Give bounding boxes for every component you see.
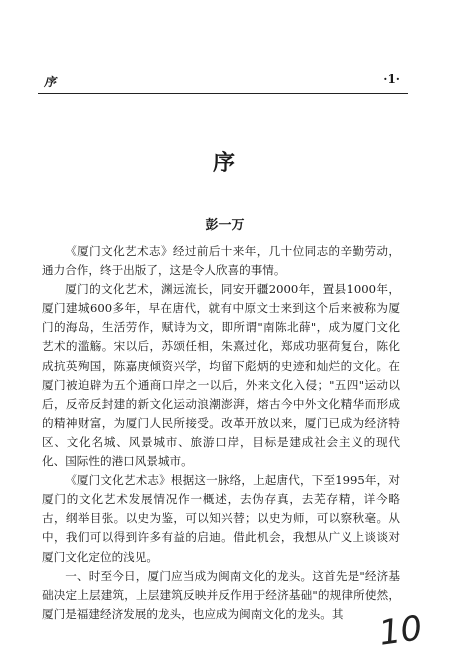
running-header-section: 序 (44, 75, 57, 89)
header-rule (38, 93, 408, 94)
body-text (42, 242, 400, 624)
running-header-page-number: ·1· (383, 72, 400, 86)
handwritten-page-mark: 10 (376, 608, 425, 654)
author-name: 彭一万 (205, 218, 245, 233)
paragraph: 《厦门文化艺术志》根据这一脉络，上起唐代，下至1995年，对厦门的文化艺术发展情况作一概述，去伪存真，去芜存精，详今略古，纲举目张。以史为鉴，可以知兴替；以史为师，可以察秋毫。从中，我们可以得到许多有益的启迪。借此机会，我想从广义上谈谈对厦门文化定位的浅见。 (42, 473, 400, 564)
paragraph: 厦门的文化艺术，渊远流长，同安开疆2000年，置县1000年，厦门建城600多年，早在唐代，就有中原文士来到这个后来被称为厦门的海岛，生活劳作，赋诗为文，即所谓"南陈北薛"，成为厦门文化艺术的滥觞。宋以后，苏颂任相，朱熹过化，郑成功驱荷复台，陈化成抗英殉国，陈嘉庚倾资兴学，均留下彪炳的史迹和灿烂的文化。在厦门被迫辟为五个通商口岸之一以后，外来文化入侵；"五四"运动以后，反帝反封建的新文化运动浪潮澎湃，熔古今中外文化精华而形成的精神财富，为厦门人民所接受。改革开放以来，厦门已成为经济特区、文化名城、风景城市、旅游口岸，目标是建成社会主义的现代化、国际性的港口风景城市。 (42, 282, 400, 469)
paragraph: 一、时至今日，厦门应当成为闽南文化的龙头。这首先是"经济基础决定上层建筑，上层建筑反映并反作用于经济基础"的规律所使然，厦门是福建经济发展的龙头，也应成为闽南文化的龙头。其 (42, 568, 400, 621)
page-title: 序 (212, 150, 237, 176)
paragraph: 《厦门文化艺术志》经过前后十来年，几十位同志的辛勤劳动，通力合作，终于出版了，这是令人欣喜的事情。 (42, 244, 400, 278)
